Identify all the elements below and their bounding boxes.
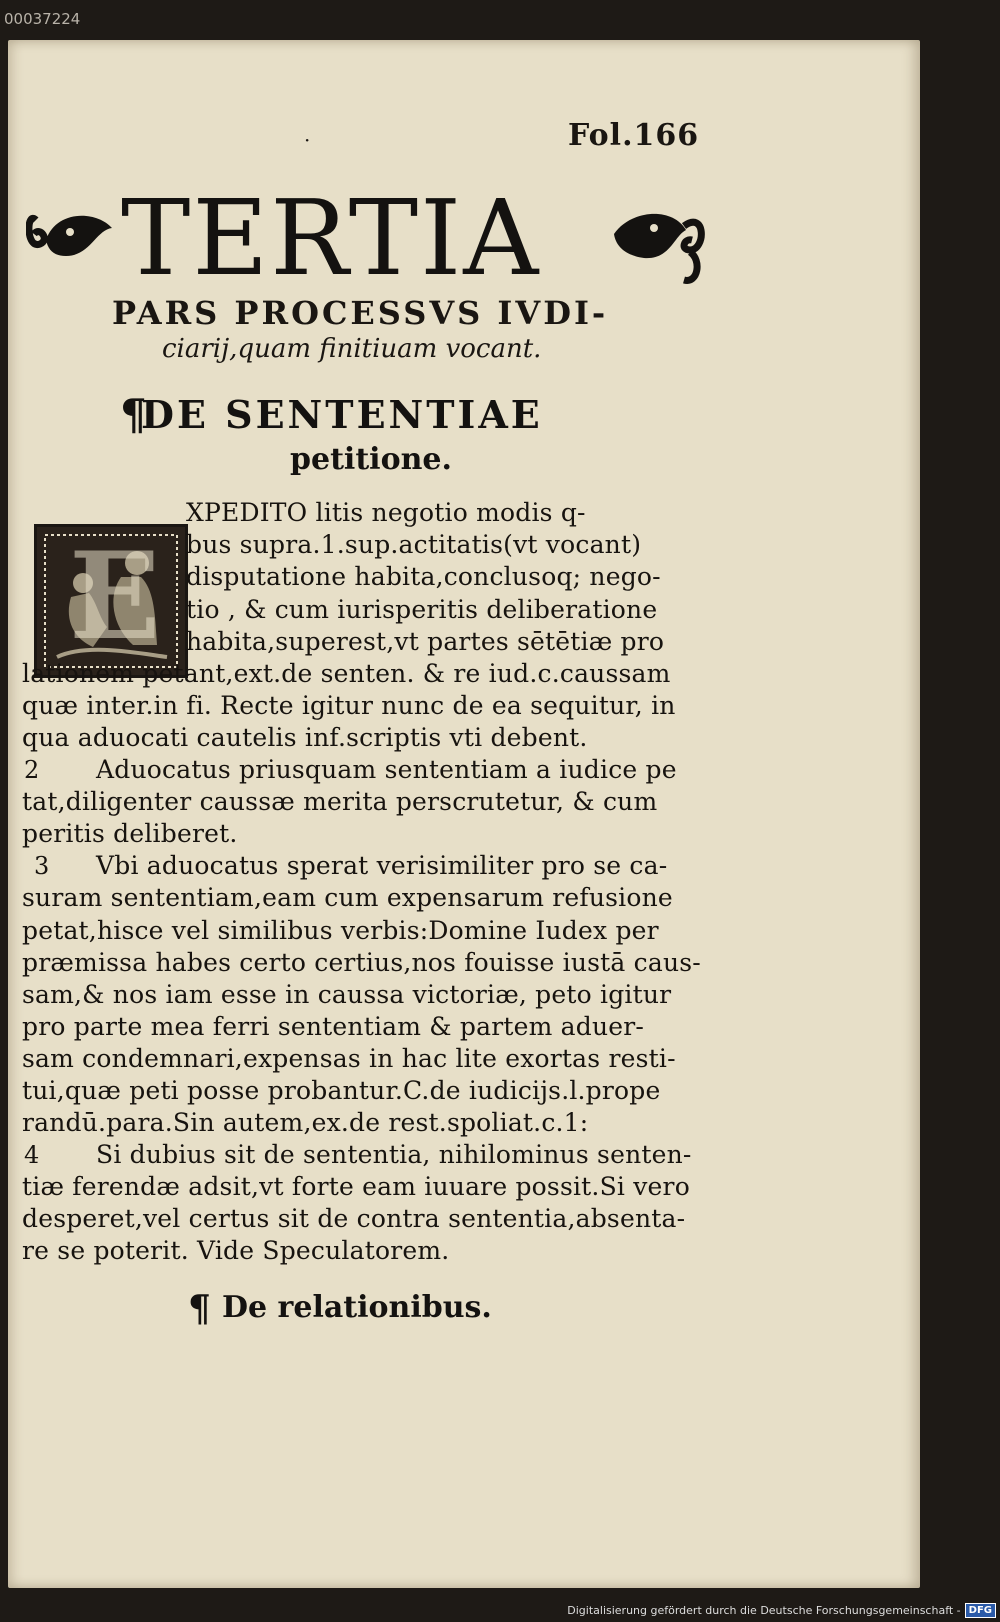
- body-line: lationem petant,ext.de senten. & re iud.c.caussam: [22, 659, 671, 688]
- body-line: tat,diligenter caussæ merita perscrutetur, & cum: [22, 787, 658, 816]
- body-line: sam condemnari,expensas in hac lite exortas resti-: [22, 1044, 676, 1073]
- woodcut-initial-icon: [34, 524, 188, 678]
- flourish-right-icon: [610, 200, 706, 290]
- body-line: Vbi aduocatus sperat verisimiliter pro se ca-: [96, 851, 668, 880]
- initial-letter: E: [69, 526, 161, 667]
- body-line: Si dubius sit de sententia, nihilominus senten-: [96, 1140, 692, 1169]
- line-number: 4: [24, 1141, 40, 1169]
- body-line: pro parte mea ferri sententiam & partem aduer-: [22, 1012, 645, 1041]
- title-row: [26, 177, 716, 300]
- next-section-heading: De relationibus.: [222, 1290, 492, 1325]
- scan-id: 00037224: [4, 10, 81, 28]
- body-line: re se poterit. Vide Speculatorem.: [22, 1236, 450, 1265]
- pilcrow-icon: ¶: [188, 1288, 211, 1330]
- body-line: habita,superest,vt partes sētētiæ pro: [186, 627, 665, 656]
- footer-text: Digitalisierung gefördert durch die Deutsche Forschungsgemeinschaft -: [567, 1604, 961, 1617]
- flourish-left-icon: [26, 200, 118, 280]
- body-line: sam,& nos iam esse in caussa victoriæ, peto igitur: [22, 980, 672, 1009]
- footer-credit: [567, 1603, 996, 1618]
- subtitle-line1: PARS PROCESSVS IVDI-: [112, 294, 609, 332]
- body-line: tiæ ferendæ adsit,vt forte eam iuuare possit.Si vero: [22, 1172, 690, 1201]
- book-page: [8, 40, 920, 1588]
- body-line: petat,hisce vel similibus verbis:Domine Iudex per: [22, 916, 659, 945]
- body-line: quæ inter.in fi. Recte igitur nunc de ea sequitur, in: [22, 691, 676, 720]
- body-line: Aduocatus priusquam sententiam a iudice pe: [96, 755, 677, 784]
- body-line: suram sententiam,eam cum expensarum refusione: [22, 883, 673, 912]
- pilcrow-icon: ¶: [120, 390, 147, 439]
- body-line: tui,quæ peti posse probantur.C.de iudicijs.l.prope: [22, 1076, 661, 1105]
- body-line: XPEDITO litis negotio modis q-: [186, 498, 586, 527]
- body-line: randū.para.Sin autem,ex.de rest.spoliat.c.1:: [22, 1108, 589, 1137]
- dot-mark: ·: [304, 128, 311, 152]
- body-line: præmissa habes certo certius,nos fouisse iustā caus-: [22, 948, 701, 977]
- dfg-logo: DFG: [965, 1603, 996, 1618]
- body-line: bus supra.1.sup.actitatis(vt vocant): [186, 530, 642, 559]
- body-line: disputatione habita,conclusoq; nego-: [186, 562, 661, 591]
- line-number: 2: [24, 756, 40, 784]
- section-heading-sub: petitione.: [290, 442, 452, 477]
- body-line: qua aduocati cautelis inf.scriptis vti debent.: [22, 723, 588, 752]
- section-heading: DE SENTENTIAE: [141, 392, 543, 437]
- main-title: TERTIA: [121, 177, 541, 299]
- line-number: 3: [34, 852, 50, 880]
- body-line: desperet,vel certus sit de contra sententia,absenta-: [22, 1204, 686, 1233]
- body-line: tio , & cum iurisperitis deliberatione: [186, 595, 658, 624]
- subtitle-line2: ciarij,quam finitiuam vocant.: [162, 334, 542, 364]
- folio-number: Fol.166: [568, 118, 700, 153]
- body-line: peritis deliberet.: [22, 819, 238, 848]
